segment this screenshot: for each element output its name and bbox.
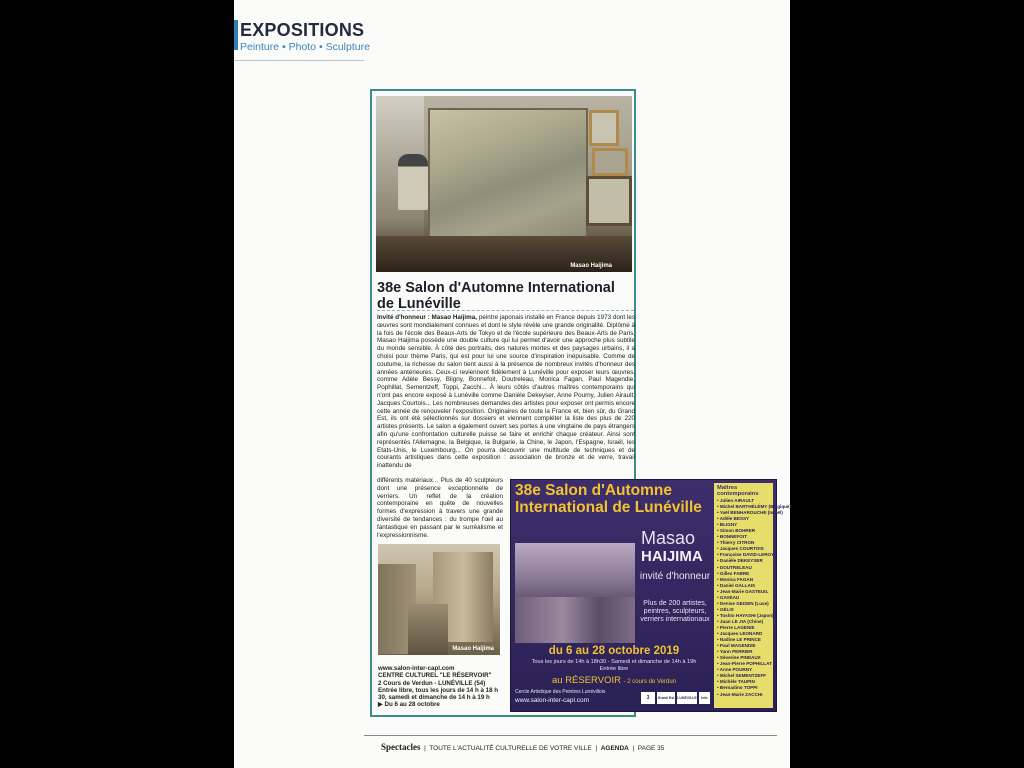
title-rule: [377, 310, 634, 311]
section-subtitle: Peinture • Photo • Sculpture: [240, 41, 370, 53]
artist-list-item: • Toshio HAYASHI (Japon): [717, 613, 773, 619]
artist-list-item: • Monica FAGAN: [717, 577, 773, 583]
artist-list-item: • Yaël BENHAROUCHE (Israël): [717, 510, 773, 516]
article-body-text: peintre japonais installé en France depuis 1973 dont les œuvres sont mondialement connues et dont le style révèle une grande originalité. Diplômé à la fois de l'école des Beaux-Arts de Tokyo et de l'école supérieure des Beaux-Arts de Paris, Masao Haijima possède une double culture qui lui permet d'avoir une approche plus subtile du monde sensible. À côté des portraits, des natures mortes et des paysages urbains, il a choisi pour thème Paris, qui est pour lui une source d'inspiration inépuisable. Comme de coutume, la richesse du salon tient aussi à la présence de nombreux invités d'honneur des années antérieures. Ceux-ci reviennent fidèlement à Lunéville pour exposer leurs œuvres, comme Adèle Bessy, Bligny, Bonnefoit, Doutreleau, Monica Fagan, Paul Magendie, Pophillat, Sementzeff, Toppi, Zacchi... À leurs côtés d'autres maîtres contemporains qui n'ont pas encore exposé à Lunéville comme Danièle Dekeyser, Anne Pourny, Julien Airault, Jacques Courtois... Les nombreuses demandes des artistes pour exposer ont permis encore cette année de renouveler l'exposition. Originaires de toute la France et, bien sûr, du Grand Est, ils ont été sélectionnés sur dossiers et viennent compléter la liste des plus de 220 artistes présents. Le salon a également ouvert ses portes à une vingtaine de pays étrangers afin qu'une confrontation culturelle puisse se faire et enrichir chaque créateur. Ainsi sont représentés l'Allemagne, la Belgique, la Bulgarie, la Chine, le Japon, l'Espagne, Israël, les Etats-Unis, le Luxembourg... On pourra découvrir une multitude de techniques et de courants artistiques dans cette exposition : association de bronze et de verre, travail inattendu de: [377, 314, 635, 470]
event-venue: CENTRE CULTUREL "LE RÉSERVOIR": [378, 672, 492, 680]
logo-3: 3: [641, 692, 655, 704]
poster-painting: [515, 543, 635, 643]
artist-list-item: • GÉLIS: [717, 607, 773, 613]
event-dates: Du 6 au 28 octobre: [384, 701, 440, 709]
artist-list-item: • BONNEFOIT: [717, 534, 773, 540]
magazine-page: [234, 0, 790, 768]
artist-list-item: • Jacques COURTOIS: [717, 546, 773, 552]
artist-list-item: • Thierry CITRON: [717, 540, 773, 546]
artist-list-item: • Gilles FABRE: [717, 571, 773, 577]
artist-list-item: • Danièle DEKEYSER: [717, 558, 773, 564]
logo-info: Info: [699, 692, 710, 704]
artist-list: [714, 498, 792, 698]
artist-list-item: • Simon BOHRER: [717, 528, 773, 534]
artist-list-item: • BLIGNY: [717, 522, 773, 528]
poster-artists-count: Plus de 200 artistes, peintres, sculpteurs, verriers internationaux: [640, 600, 710, 623]
artist-list-item: • Daniel GALLAIS: [717, 583, 773, 589]
photo-caption: Masao Haijima: [570, 263, 612, 269]
artist-list-item: • Bernadino TOPPI: [717, 685, 773, 691]
artist-list-item: • Michèle TAUPIN: [717, 679, 773, 685]
footer-brand: Spectacles: [381, 742, 421, 752]
painting-photo: [378, 544, 500, 655]
poster-artist-list: [714, 483, 792, 708]
article-body-continued: différents matériaux... Plus de 40 sculpteurs dont une présence exceptionnelle de verriers. Un reflet de la création contemporaine en quête de nouvelles formes d'expression à travers une grande diversité de tendances : du trompe l'œil au fantastique en passant par le surréalisme et l'expressionnisme.: [377, 477, 503, 539]
poster-artist-first: Masao: [641, 528, 696, 548]
event-hours: Entrée libre, tous les jours de 14 h à 18 h 30, samedi et dimanche de 14 h à 19 h: [378, 686, 499, 702]
section-title: EXPOSITIONS: [240, 20, 365, 40]
page-footer: Spectacles | TOUTE L'ACTUALITÉ CULTURELLE DE VOTRE VILLE | AGENDA | PAGE 35: [381, 742, 665, 752]
artist-list-item: • Michel BARTHÉLÉMY (Belgique): [717, 504, 773, 510]
photo-caption: Masao Haijima: [452, 646, 494, 652]
painting-canvas: [428, 108, 588, 244]
artist-list-item: • Jacques LEONARD: [717, 631, 773, 637]
artist-list-item: • GAVEAU: [717, 595, 773, 601]
poster-venue: au RÉSERVOIR - 2 cours de Verdun: [551, 675, 676, 686]
logo-grand-est: Grand Est: [657, 692, 675, 704]
poster-hours: Tous les jours de 14h à 18h30 - Samedi et dimanche de 14h à 19h Entrée libre: [531, 659, 697, 672]
artist-list-item: • Jean-Pierre POPHILLAT: [717, 661, 773, 667]
poster-title-1: 38e Salon d'Automne: [515, 482, 672, 499]
artist-list-item: • Yann PERRIER: [717, 649, 773, 655]
footer-section: AGENDA: [600, 745, 629, 752]
artist-list-item: • Séverine PINEAUX: [717, 655, 773, 661]
article-body: [377, 314, 635, 470]
artist-list-item: • DOUTRELEAU: [717, 565, 773, 571]
artist-list-item: • Françoise DAVID-LEROY: [717, 552, 773, 558]
footer-tagline: TOUTE L'ACTUALITÉ CULTURELLE DE VOTRE VILLE: [429, 745, 592, 752]
event-poster: [510, 479, 792, 712]
section-divider: [234, 60, 364, 61]
poster-artist-last: HAIJIMA: [641, 548, 703, 565]
logo-luneville: LUNÉVILLE: [677, 692, 697, 704]
artist-list-item: • Jean-Marie ZACCHI: [717, 692, 773, 698]
lead-label: Invité d'honneur : Masao Haijima,: [377, 314, 478, 321]
footer-rule: [364, 735, 777, 736]
poster-logos: [641, 692, 711, 706]
painter-figure: [398, 154, 428, 210]
artist-list-title: Maîtres contemporains: [717, 485, 759, 497]
poster-dates: du 6 au 28 octobre 2019: [548, 645, 680, 657]
artist-list-item: • Denise GEISEN (Luxe): [717, 601, 773, 607]
artist-list-item: • Julien AIRAULT: [717, 498, 773, 504]
event-address: 2 Cours de Verdun - LUNÉVILLE (54): [378, 679, 486, 687]
painter-photo: [376, 96, 632, 272]
poster-organizer: Cercle Artistique des Peintres Lunévillois: [515, 689, 606, 695]
artist-list-item: • Michel SEMENTZEFF: [717, 673, 773, 679]
poster-url[interactable]: www.salon-inter-capl.com: [515, 697, 590, 704]
section-accent-bar: [234, 20, 238, 50]
artist-list-item: • Pierre LAGENIE: [717, 625, 773, 631]
artist-list-item: • Adèle BESSY: [717, 516, 773, 522]
poster-invite: invité d'honneur: [639, 571, 711, 582]
article-title: 38e Salon d'Automne International de Lunéville: [377, 280, 615, 312]
artist-list-item: • Nadine LE PRINCE: [717, 637, 773, 643]
artist-list-item: • Paul MAGENDIE: [717, 643, 773, 649]
event-info: www.salon-inter-capl.com CENTRE CULTUREL "LE RÉSERVOIR" 2 Cours de Verdun - LUNÉVILLE (54) Entrée libre, tous les jours de 14 h à 18 h 30, samedi et dimanche de 14 h à 19 h ▶ Du 6 au 28 octobre: [378, 665, 508, 709]
artist-list-item: • Juan LE JIA (Chine): [717, 619, 773, 625]
poster-title-2: International de Lunéville: [515, 499, 702, 516]
event-url[interactable]: www.salon-inter-capl.com: [378, 665, 455, 672]
artist-list-item: • Jean-Marie GASTEUIL: [717, 589, 773, 595]
artist-list-item: • Anne POURNY: [717, 667, 773, 673]
footer-page: PAGE 35: [637, 745, 665, 752]
